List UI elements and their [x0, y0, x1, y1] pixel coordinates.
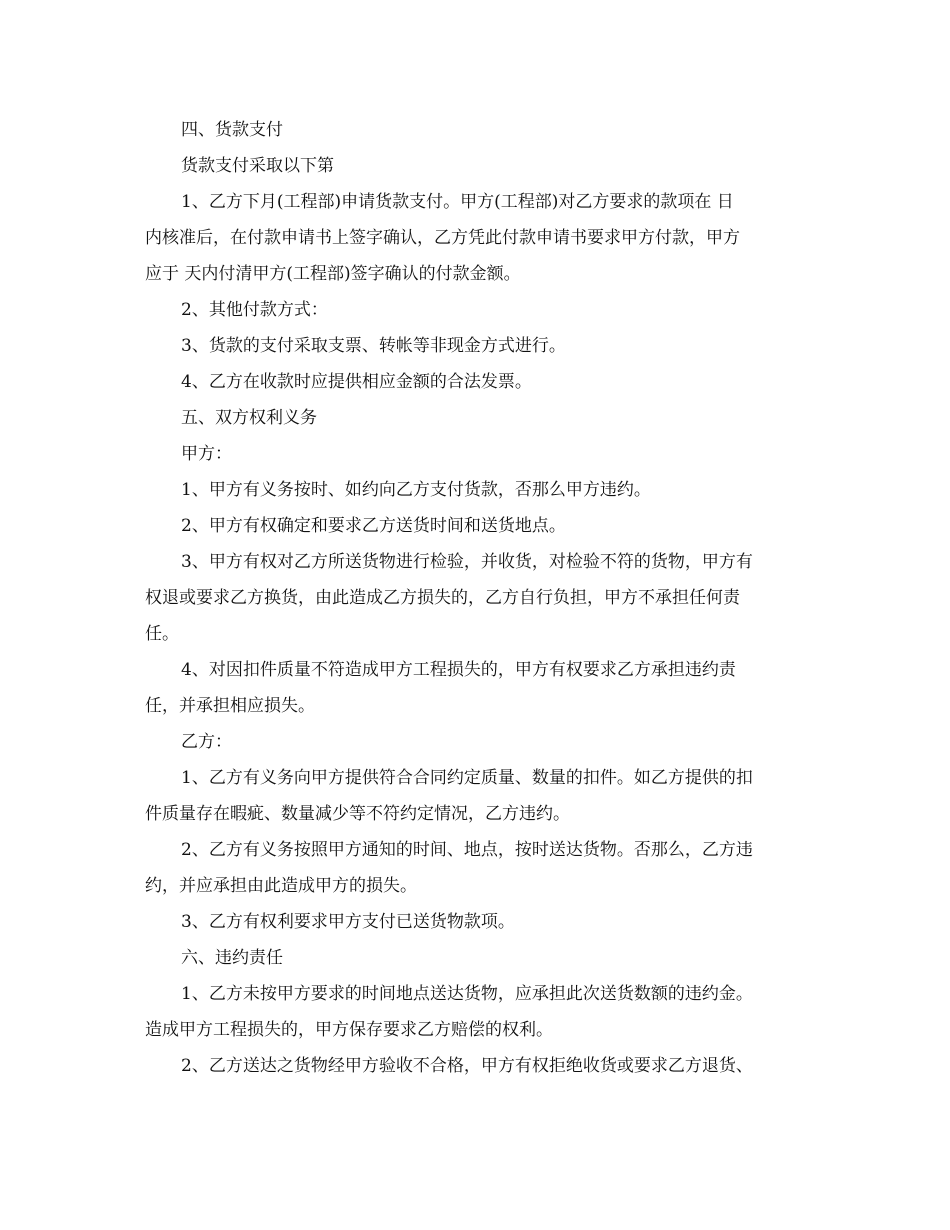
paragraph-line: 1、甲方有义务按时、如约向乙方支付货款，否那么甲方违约。 [181, 480, 651, 500]
section-heading-payment: 四、货款支付 [181, 120, 283, 140]
paragraph-line: 2、甲方有权确定和要求乙方送货时间和送货地点。 [181, 516, 566, 536]
paragraph-line: 1、乙方下月(工程部)申请货款支付。甲方(工程部)对乙方要求的款项在 日 [181, 192, 734, 212]
paragraph-line: 2、其他付款方式： [181, 300, 328, 320]
paragraph-line: 2、乙方有义务按照甲方通知的时间、地点，按时送达货物。否那么，乙方违 [181, 840, 753, 860]
paragraph-line: 任，并承担相应损失。 [145, 696, 315, 716]
section-heading-rights: 五、双方权利义务 [181, 408, 317, 428]
paragraph-line: 任。 [145, 624, 179, 644]
paragraph-line: 内核准后，在付款申请书上签字确认，乙方凭此付款申请书要求甲方付款，甲方 [145, 228, 740, 248]
party-a-heading: 甲方： [181, 444, 232, 464]
paragraph-line: 1、乙方未按甲方要求的时间地点送达货物，应承担此次送货数额的违约金。 [181, 984, 753, 1004]
paragraph-line: 2、乙方送达之货物经甲方验收不合格，甲方有权拒绝收货或要求乙方退货、 [181, 1056, 753, 1076]
paragraph-line: 货款支付采取以下第 [181, 156, 334, 176]
paragraph-line: 3、甲方有权对乙方所送货物进行检验，并收货，对检验不符的货物，甲方有 [181, 552, 753, 572]
section-heading-liability: 六、违约责任 [181, 948, 283, 968]
paragraph-line: 应于 天内付清甲方(工程部)签字确认的付款金额。 [145, 264, 521, 284]
paragraph-line: 造成甲方工程损失的，甲方保存要求乙方赔偿的权利。 [145, 1020, 553, 1040]
document-body [145, 112, 810, 1084]
paragraph-line: 3、货款的支付采取支票、转帐等非现金方式进行。 [181, 336, 566, 356]
paragraph-line: 权退或要求乙方换货，由此造成乙方损失的，乙方自行负担，甲方不承担任何责 [145, 588, 740, 608]
paragraph-line: 4、乙方在收款时应提供相应金额的合法发票。 [181, 372, 532, 392]
paragraph-line: 约，并应承担由此造成甲方的损失。 [145, 876, 417, 896]
paragraph-line: 件质量存在暇疵、数量减少等不符约定情况，乙方违约。 [145, 804, 570, 824]
paragraph-line: 4、对因扣件质量不符造成甲方工程损失的，甲方有权要求乙方承担违约责 [181, 660, 736, 680]
paragraph-line: 1、乙方有义务向甲方提供符合合同约定质量、数量的扣件。如乙方提供的扣 [181, 768, 753, 788]
party-b-heading: 乙方： [181, 732, 232, 752]
paragraph-line: 3、乙方有权利要求甲方支付已送货物款项。 [181, 912, 515, 932]
